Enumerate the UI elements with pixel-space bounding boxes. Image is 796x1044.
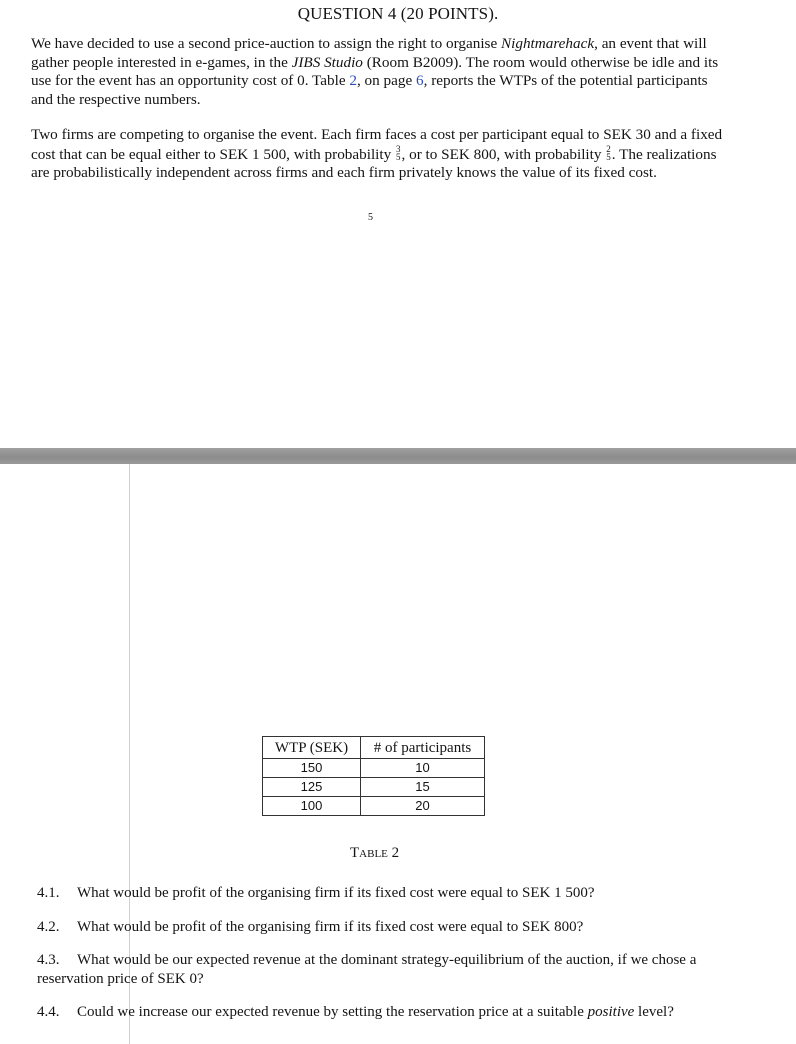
paragraph-auction-intro: We have decided to use a second price-auction to assign the right to organise Nightmarehack, an event that will gather people interested in e-games, in the JIBS Studio (Room B2009). The room would otherwise be idle and its use for the event has an opportunity cost of 0. Table 2, on page 6, reports the WTPs of the potential participants and the respective numbers. — [31, 35, 719, 108]
header-wtp: WTP (SEK) — [263, 737, 361, 759]
fraction-two-fifths: 2 5 — [606, 143, 611, 162]
table-header-row — [263, 737, 485, 759]
table-caption: Table 2 — [350, 845, 400, 861]
venue-name: JIBS Studio — [291, 53, 363, 71]
cell-participants: 10 — [361, 759, 485, 778]
question-4-3: 4.3. What would be our expected revenue at the dominant strategy-equilibrium of the auction, if we chose a reservation price of SEK 0? — [37, 952, 697, 987]
question-4-2: 4.2. What would be profit of the organising firm if its fixed cost were equal to SEK 800? — [37, 919, 584, 935]
emphasis-positive: positive — [587, 1004, 635, 1020]
question-heading: QUESTION 4 (20 POINTS). — [297, 4, 499, 23]
cell-wtp: 125 — [263, 778, 361, 797]
page-number: 5 — [368, 212, 373, 223]
paragraph-firms: Two firms are competing to organise the event. Each firm faces a cost per participant equal to SEK 30 and a fixed cost that can be equal either to SEK 1 500, with probability 3 5 , or to SEK 800, with probability 2 5 . The realizations are probabilistically independent across firms and each firm privately knows the value of its fixed cost. — [31, 126, 723, 182]
table-row — [263, 759, 485, 778]
question-4-1: 4.1. What would be profit of the organising firm if its fixed cost were equal to SEK 1 500? — [37, 885, 595, 901]
table-reference-link[interactable]: 2 — [349, 72, 357, 90]
cell-wtp: 100 — [263, 797, 361, 816]
header-participants: # of participants — [361, 737, 485, 759]
fraction-three-fifths: 3 5 — [396, 143, 401, 162]
table-row — [263, 778, 485, 797]
wtp-table — [262, 736, 485, 816]
question-4-4: 4.4. Could we increase our expected revenue by setting the reservation price at a suitable positive level? — [37, 1004, 674, 1020]
cell-participants: 20 — [361, 797, 485, 816]
table-row — [263, 797, 485, 816]
page-reference-link[interactable]: 6 — [416, 72, 424, 90]
event-name: Nightmarehack — [501, 35, 595, 52]
page-separator — [0, 448, 796, 464]
cell-participants: 15 — [361, 778, 485, 797]
cell-wtp: 150 — [263, 759, 361, 778]
